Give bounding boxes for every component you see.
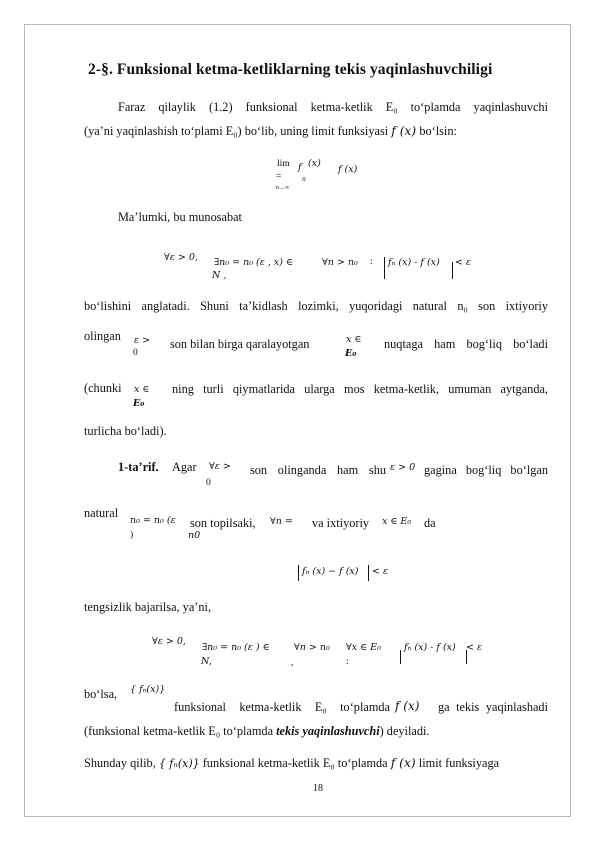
definition-x-in-E0: x ∈ E₀ [382,516,412,527]
paragraph-5-b: funksional ketma-ketlik E₀ to‘plamda [202,756,388,770]
formula-lim-sub-n: n [302,176,306,183]
paragraph-5-c: limit funksiyaga [418,756,500,770]
pointwise-exists: ∃n₀ = n₀ (ε , x) ∈ [214,257,294,268]
formula-lim: lim [277,159,290,169]
pointwise-abs-body: fₙ (x) - f (x) [388,257,440,268]
paragraph-5-a: Shunday qilib, [84,756,156,770]
paragraph-3-chunki-rest: ning turli qiymatlarida ularga mos ketma-ketlik, umuman aytganda, [172,382,548,396]
paragraph-5-fx: f (x) [390,756,416,770]
paragraph-3-x-in-2: x ∈ [134,384,150,395]
formula-lim-f: f [298,162,302,173]
tengsizlik-line: tengsizlik bajarilsa, ya’ni, [84,600,212,614]
paragraph-3-chunki: (chunki [84,381,122,395]
pointwise-forall-n: ∀n > n₀ [322,257,358,268]
definition-son-topilsaki: son topilsaki, [190,516,256,530]
limit-function-symbol: f (x) [391,124,417,138]
definition-n0-eq: n₀ = n₀ (ε [130,515,176,526]
paragraph-1-line-2 [84,124,457,138]
paragraph-3-mid: son bilan birga qaralayotgan [170,337,310,351]
section-heading: 2-§. Funksional ketma-ketliklarning tekis yaqinlashuvchiligi [88,61,493,78]
paragraph-4-bolsa: bo‘lsa, [84,687,118,701]
paragraph-3-line-1: bo‘lishini anglatadi. Shuni ta’kidlash lozimki, yuqoridagi natural n₀ son ixtiyoriy [84,299,548,313]
paragraph-1-text: (ya’ni yaqinlashish to‘plami E₀) bo‘lib, uning limit funksiyasi [84,124,389,138]
formula-lim-arg: (x) [308,158,321,169]
paragraph-1-line-1: Faraz qilaylik (1.2) funksional ketma-ketlik E₀ to‘plamda yaqinlashuvchi [118,100,548,114]
ineq-body: fₙ (x) − f (x) [302,566,359,577]
abs-bar-left [384,257,385,279]
uniform-comma: , [291,658,294,668]
tekis-yaqinlashuvchi-term: tekis yaqinlashuvchi [276,724,380,738]
ineq-lt-eps: < ε [372,566,389,577]
uniform-forall-n: ∀n > n₀ [294,642,330,653]
definition-forall-n: ∀n = [270,516,293,527]
paragraph-4-line-2-b: ) deyiladi. [379,724,430,738]
uniform-forall-x: ∀x ∈ E₀ [346,642,381,653]
definition-forall-eps: ∀ε > [209,461,231,472]
paragraph-3-zero: 0 [133,348,138,358]
definition-n0-frag: n0 [188,530,201,541]
ineq-bar-left [298,565,299,581]
paragraph-3-E0-2: E₀ [133,398,145,409]
definition-text-2: gagina bog‘liq bo‘lgan [424,463,548,477]
formula-lim-under: n→∞ [276,185,290,191]
paragraph-4-fx: f (x) [395,699,420,713]
definition-text-1: son olinganda ham shu [250,463,386,477]
paragraph-3-end: nuqtaga ham bog‘liq bo‘ladi [384,337,548,351]
definition-label: 1-ta’rif. [118,460,159,474]
paragraph-1-end: bo‘lsin: [419,124,457,138]
paragraph-4-line-1-end: ga tekis yaqinlashadi [438,700,548,714]
paragraph-4-line-2 [84,724,429,738]
uniform-N: N, [201,656,212,667]
definition-agar: Agar [172,460,197,474]
paragraph-5-set: { fₙ(x)} [158,757,200,770]
paragraph-3-last: turlicha bo‘ladi). [84,424,167,438]
pointwise-lt-eps: < ε [455,257,472,268]
paragraph-2: Ma’lumki, bu munosabat [118,210,242,224]
pointwise-colon: : [370,257,373,267]
pointwise-N: N , [212,270,227,281]
page-number: 18 [313,783,323,794]
definition-da: da [424,516,436,530]
formula-lim-rhs: f (x) [338,164,358,175]
formula-lim-eq: = [276,172,282,182]
paragraph-4-set: { fₙ(x)} [130,684,166,695]
paragraph-3-eps-gt: ε > [134,335,151,346]
definition-zero: 0 [206,478,211,488]
uniform-bar-left [400,650,401,664]
uniform-colon: : [346,657,349,667]
uniform-forall-eps: ∀ε > 0, [152,636,186,647]
definition-paren: ) [130,530,134,540]
paragraph-3-x-in: x ∈ [346,334,362,345]
paragraph-3-olingan: olingan [84,329,121,343]
uniform-exists: ∃n₀ = n₀ (ε ) ∈ [202,642,270,653]
uniform-abs-body: fₙ (x) - f (x) [404,642,456,653]
paragraph-4-line-2-a: (funksional ketma-ketlik E₀ to‘plamda [84,724,274,738]
definition-va-ixtiyoriy: va ixtiyoriy [312,516,370,530]
paragraph-5 [84,756,499,771]
definition-natural: natural [84,506,119,520]
paragraph-3-E0: E₀ [345,348,357,359]
paragraph-4-line-1: funksional ketma-ketlik E₀ to‘plamda [174,700,390,714]
pointwise-forall-eps: ∀ε > 0, [164,252,198,263]
abs-bar-right [452,262,453,279]
definition-eps-gt0: ε > 0 [390,462,416,473]
ineq-bar-right [368,565,369,581]
uniform-lt-eps: < ε [466,642,483,653]
